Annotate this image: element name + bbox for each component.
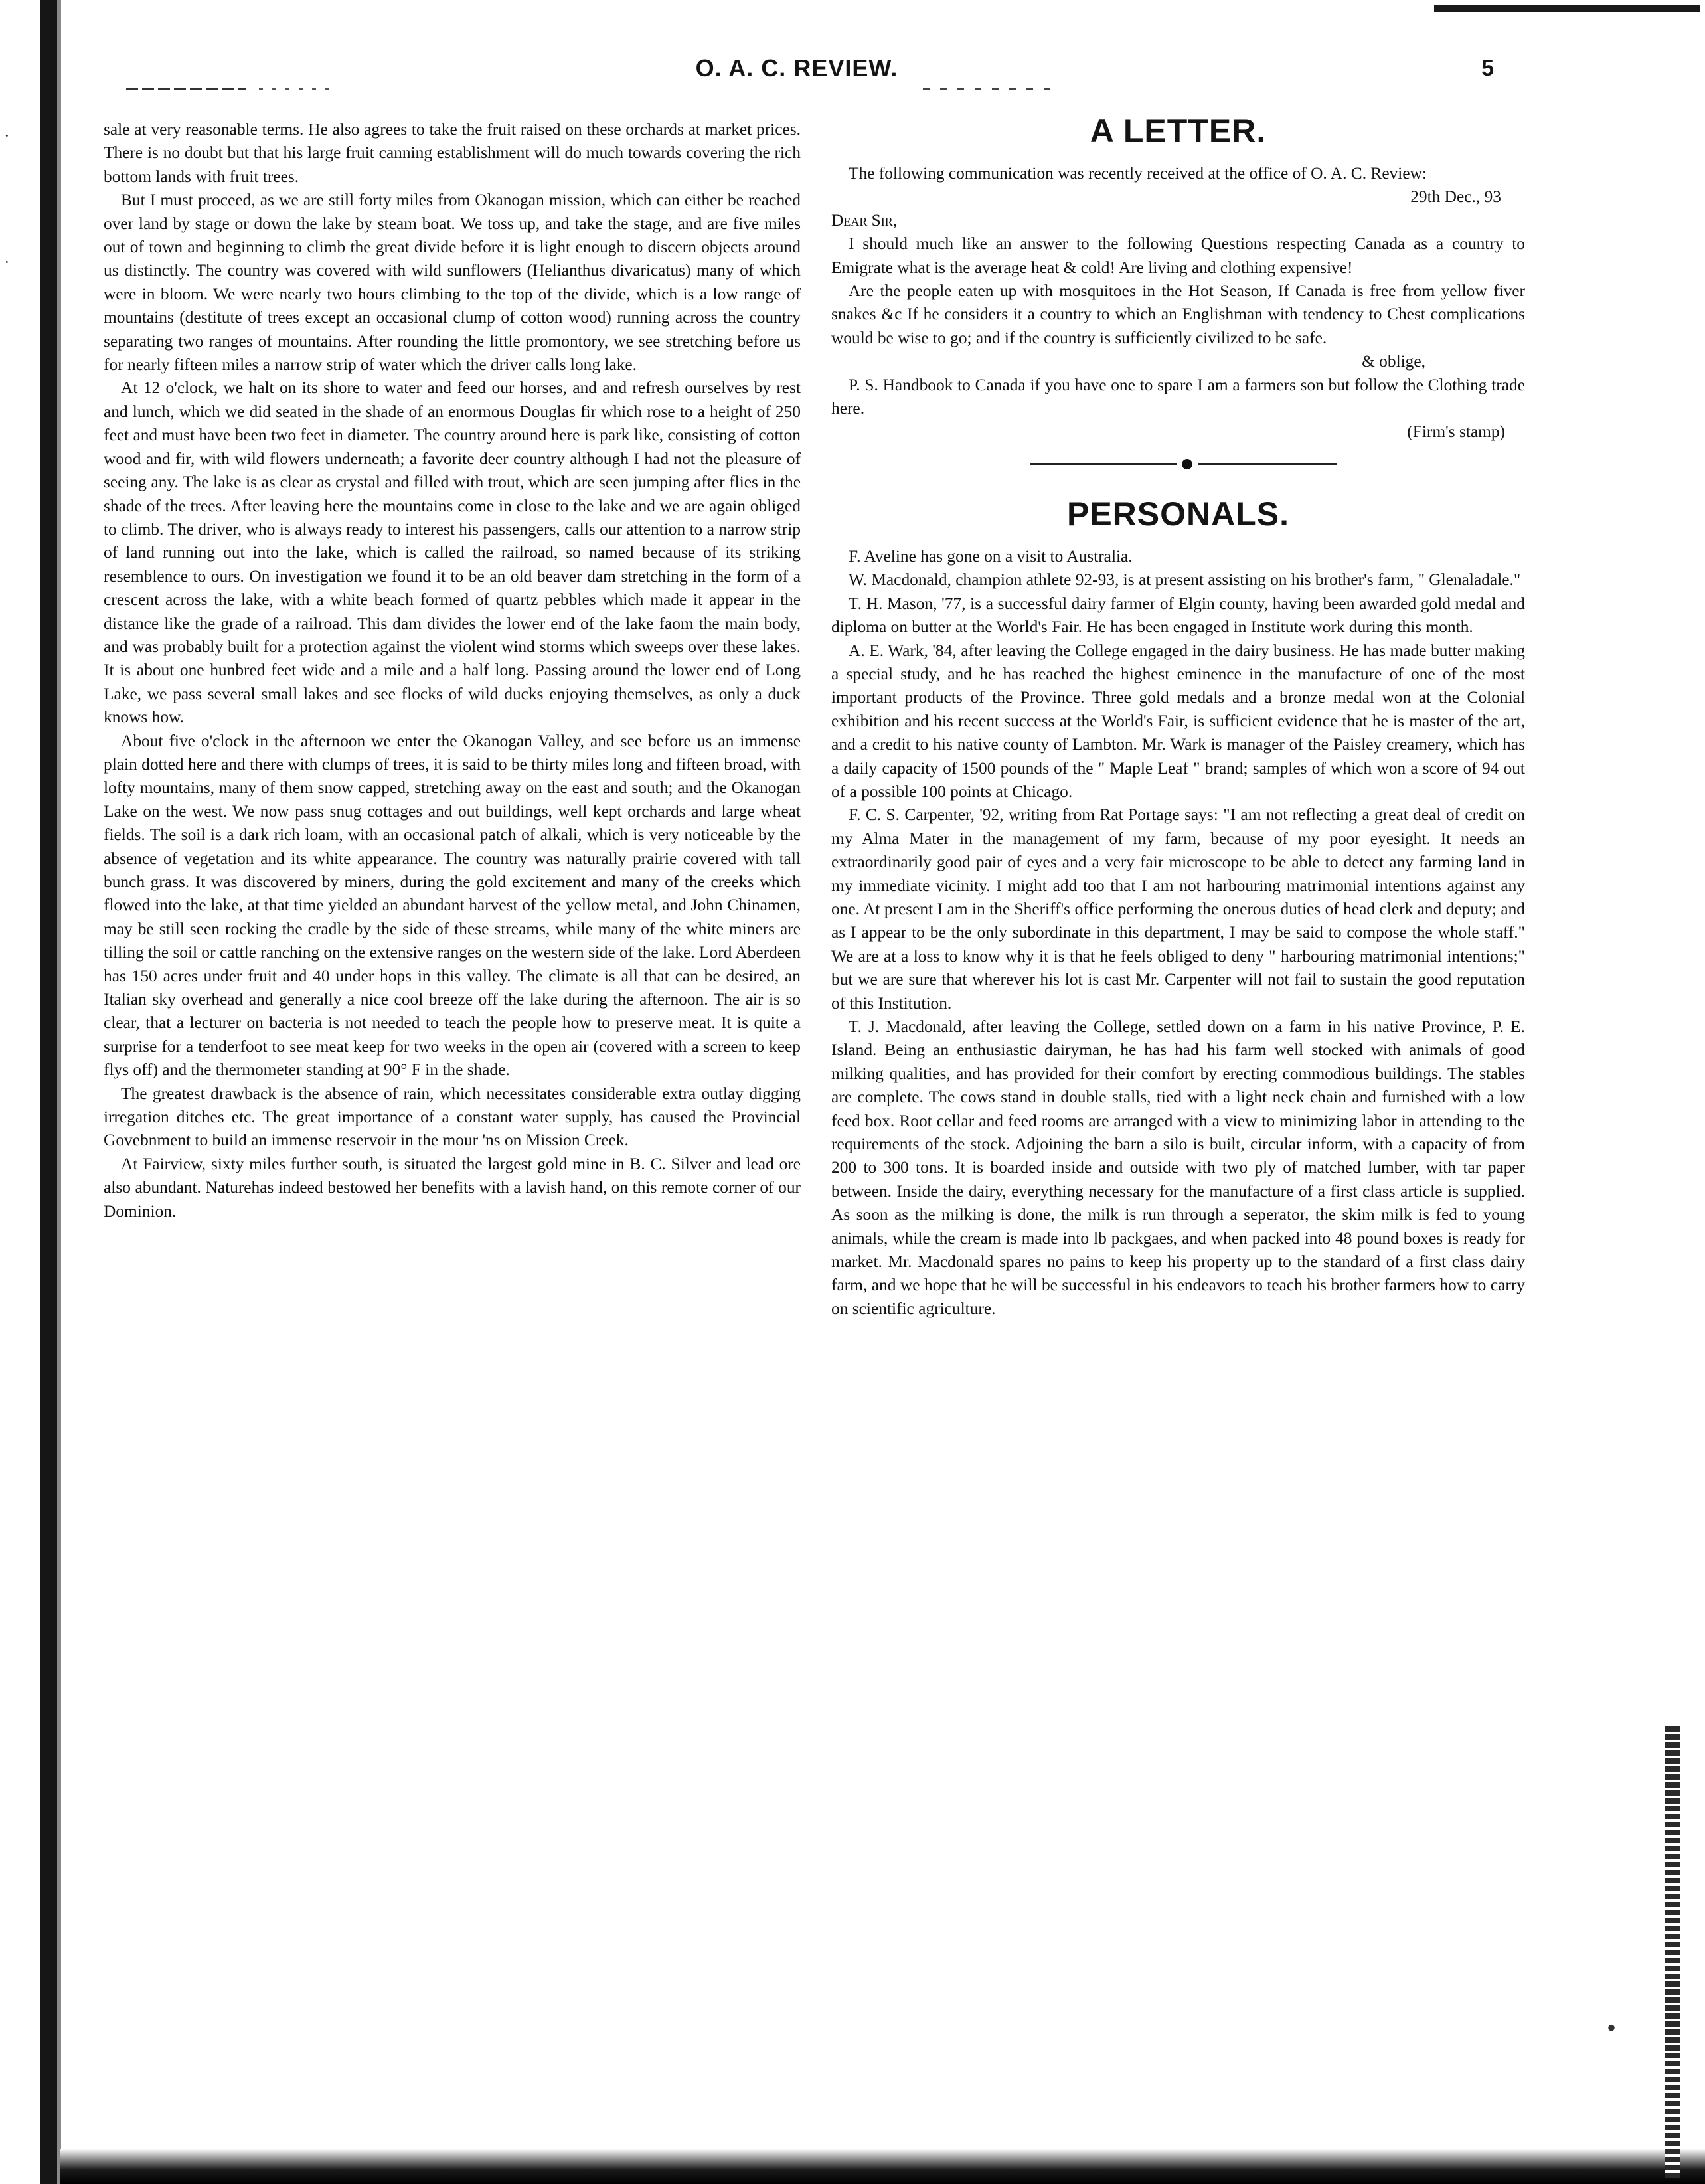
personal-item: F. C. S. Carpenter, '92, writing from Rat Portage says: "I am not reflecting a great deal of credit on my Alma Mater in the management of my farm, because of my poor eyesight. It needs an extraordinarily good pair of eyes and a very fair microscope to be able to detect any farming land in my immediate vicinity. I might add too that I am not harbouring matrimonial intentions against any one. At present I am in the Sheriff's office performing the onerous duties of head clerk and deputy; and as I appear to be the only subordinate in this department, I may be said to compose the whole staff." We are at a loss to know why it is that he feels obliged to deny " harbouring matrimonial intentions;" but we are sure that wherever his lot is cast Mr. Carpenter will not fail to sustain the good reputation of this Institution. — [831, 805, 1525, 1013]
article-paragraph: At Fairview, sixty miles further south, is situated the largest gold mine in B. C. Silver and lead ore also abundant. Naturehas indeed bestowed her benefits with a lavish hand, on this remote corner of our Dominion. — [104, 1154, 801, 1220]
letter-heading: A LETTER. — [1090, 112, 1267, 149]
letter-postscript: P. S. Handbook to Canada if you have one to spare I am a farmers son but follow the Clothing trade here. — [831, 375, 1525, 418]
letter-date: 29th Dec., 93 — [1410, 187, 1501, 207]
page-bottom-shadow — [60, 2149, 1705, 2184]
letter-body-paragraph: I should much like an answer to the following Questions respecting Canada as a country to Emigrate what is the average heat & cold! Are living and clothing expensive! — [831, 234, 1525, 277]
personal-item: A. E. Wark, '84, after leaving the College engaged in the dairy business. He has made butter making a special study, and he has reached the highest eminence in the manufacture of one of the most important products of the Province. Three gold medals and a bronze medal won at the Colonial exhibition and his recent success at the World's Fair, is sufficient evidence that he is master of the art, and a credit to his native county of Lambton. Mr. Wark is manager of the Paisley creamery, which has a daily capacity of 1500 pounds of the " Maple Leaf " brand; samples of which won a score of 94 out of a possible 100 points at Chicago. — [831, 641, 1525, 801]
scan-mark: · — [4, 252, 10, 272]
page-binding-edge — [40, 0, 57, 2184]
page-number: 5 — [1481, 56, 1494, 81]
left-column — [104, 118, 801, 2031]
article-paragraph: sale at very reasonable terms. He also agrees to take the fruit raised on these orchards at market prices. There is no doubt but that his large fruit canning establishment will do much towards covering the rich bottom lands with fruit trees. — [104, 120, 801, 186]
personal-item: T. J. Macdonald, after leaving the College, settled down on a farm in his native Province, P. E. Island. Being an enthusiastic dairyman, he has had his farm well stocked with animals of good milking qualities, and has provided for their comfort by erecting commodious buildings. The stables are complete. The cows stand in double stalls, tied with a light neck chain and furnished with a low feed box. Root cellar and feed rooms are arranged with a view to minimizing labor in attending to the requirements of the stock. Adjoining the barn a silo is built, circular inform, with a capacity of from 200 to 300 tons. It is boarded inside and outside with two ply of matched lumber, with tar paper between. Inside the dairy, everything necessary for the manufacture of a first class article is supplied. As soon as the milking is done, the milk is run through a seperator, the skim milk is fed to young animals, while the cream is made into lb packgaes, and when packed into 48 pound boxes is ready for market. Mr. Macdonald spares no pains to keep his property up to the standard of a first class dairy farm, and we hope that he will be successful in his endeavors to teach his brother farmers how to carry on scientific agriculture. — [831, 1017, 1525, 1318]
right-column — [831, 109, 1525, 2088]
article-paragraph: But I must proceed, as we are still forty miles from Okanogan mission, which can either be reached over land by stage or down the lake by steam boat. We toss up, and take the stage, and are five miles out of town and beginning to climb the great divide before it is light enough to discern objects around us distinctly. The country was covered with wild sunflowers (Helianthus divaricatus) many of which were in bloom. We were nearly two hours climbing to the top of the divide, which is a low range of mountains (destitute of trees except an occasional clump of cotton wood) running across the country separating two ranges of mountains. After rounding the little promontory, we see stretching before us for nearly fifteen miles a narrow strip of water which the driver calls long lake. — [104, 191, 801, 375]
scan-mark: • — [1607, 2013, 1617, 2043]
article-paragraph: At 12 o'clock, we halt on its shore to water and feed our horses, and and refresh ourselves by rest and lunch, which we did seated in the shade of an enormous Douglas fir which rose to a height of 250 feet and must have been two feet in diameter. The country around here is park like, consisting of cotton wood and fir, with wild flowers underneath; a favorite deer country although I had not the pleasure of seeing any. The lake is as clear as crystal and filled with trout, which are seen jumping after flies in the shade of the trees. After leaving here the mountains come in close to the lake and we are again obliged to climb. The driver, who is always ready to interest his passengers, calls our attention to a narrow strip of land running out into the lake, which is called the railroad, so named because of its striking resemblence to ours. On investigation we found it to be an old beaver dam stretching in the form of a crescent across the lake, with a white beach formed of quartz pebbles which made it appear in the distance like the grade of a railroad. This dam divides the lower end of the lake faom the main body, and was probably built for a protection against the violent wind storms which sweeps over these lakes. It is about one hunbred feet wide and a mile and a half long. Passing around the lower end of Long Lake, we pass several small lakes and see flocks of wild ducks enjoying themselves, as only a duck knows how. — [104, 378, 801, 727]
letter-intro: The following communication was recently received at the office of O. A. C. Review: — [849, 164, 1427, 183]
scan-mark: · — [4, 126, 10, 145]
top-rule — [1434, 5, 1700, 12]
personals-heading: PERSONALS. — [1066, 495, 1290, 533]
divider-rule-right — [1198, 463, 1337, 465]
letter-closing: & oblige, — [1362, 352, 1425, 371]
personal-item: F. Aveline has gone on a visit to Australia. — [849, 546, 1133, 566]
article-paragraph: About five o'clock in the afternoon we enter the Okanogan Valley, and see before us an immense plain dotted here and there with clumps of trees, it is said to be thirty miles long and fifteen broad, with lofty mountains, many of them snow capped, stretching away on the east and south; and the Okanogan Lake on the west. We now pass snug cottages and out buildings, well kept orchards and large wheat fields. The soil is a dark rich loam, with an occasional patch of alkali, which is very noticeable by the absence of vegetation and its white appearance. The country was naturally prairie covered with tall bunch grass. It was discovered by miners, during the gold excitement and many of the creeks which flowed into the lake, at that time yielded an abundant harvest of the yellow metal, and John Chinamen, may be still seen rocking the cradle by the side of these streams, while many of the white miners are tilling the soil or cattle ranching on the extensive ranges on the western side of the lake. Lord Aberdeen has 150 acres under fruit and 40 under hops in this valley. The climate is all that can be desired, an Italian sky overhead and generally a nice cool breeze off the lake during the afternoon. The air is so clear, that a lecturer on bacteria is not needed to teach the people how to preserve meat. It is quite a surprise for a tenderfoot to see meat keep for two weeks in the open air (covered with a screen to keep flys off) and the thermometer standing at 90° F in the shade. — [104, 731, 801, 1080]
header-rule-left — [126, 88, 246, 90]
section-divider — [831, 451, 1525, 477]
firm-stamp: (Firm's stamp) — [1407, 422, 1505, 442]
page-right-edge — [1665, 1726, 1680, 2178]
article-paragraph: The greatest drawback is the absence of rain, which necessitates considerable extra outlay digging irregation ditches etc. The great importance of a constant water supply, has caused the Provincial Govebnment to build an immense reservoir in the mour 'ns on Mission Creek. — [104, 1084, 801, 1150]
letter-body-paragraph: Are the people eaten up with mosquitoes in the Hot Season, If Canada is free from yellow fiver snakes &c If he considers it a country to which an Englishman with tendency to Chest complications would be wise to go; and if the country is sufficiently civilized to be safe. — [831, 282, 1525, 347]
header-rule-right — [923, 88, 1056, 90]
personal-item: W. Macdonald, champion athlete 92-93, is at present assisting on his brother's farm, " Glenaladale." — [849, 570, 1521, 590]
personal-item: T. H. Mason, '77, is a successful dairy farmer of Elgin county, having been awarded gold medal and diploma on butter at the World's Fair. He has been engaged in Institute work during this month. — [831, 594, 1525, 637]
page-header — [100, 54, 1494, 94]
divider-ornament — [1182, 459, 1192, 469]
letter-salutation: Dear Sir, — [831, 210, 898, 230]
header-rule-left — [259, 88, 339, 90]
page-binding-shadow — [57, 0, 61, 2184]
running-head: O. A. C. REVIEW. — [695, 54, 898, 82]
divider-rule-left — [1030, 463, 1177, 465]
